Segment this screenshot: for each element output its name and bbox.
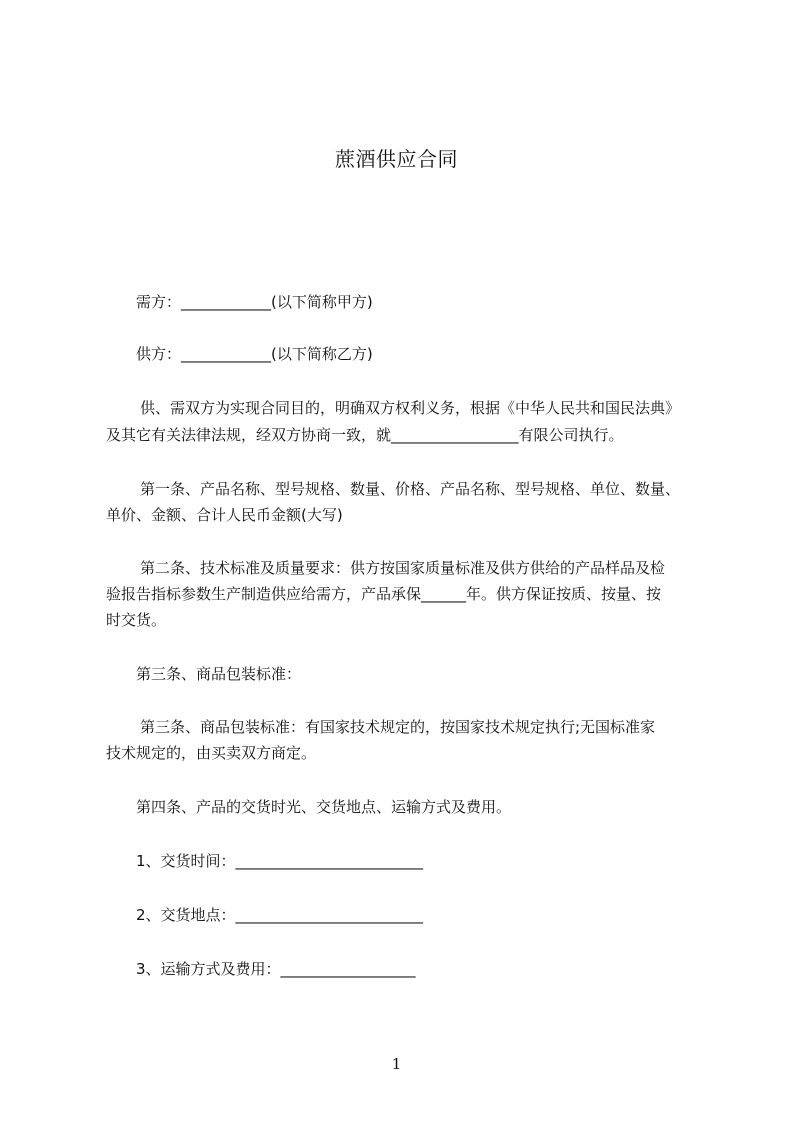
article-4-heading: 第四条、产品的交货时光、交货地点、运输方式及费用。	[136, 798, 512, 816]
transport-line: 3、运输方式及费用：__________________	[136, 960, 416, 978]
buyer-line: 需方：____________(以下简称甲方)	[136, 293, 373, 311]
seller-line: 供方：____________(以下简称乙方)	[136, 345, 373, 363]
preamble-line-1: 供、需双方为实现合同目的，明确双方权利义务，根据《中华人民共和国民法典》	[140, 399, 681, 417]
article-3-heading: 第三条、商品包装标准：	[136, 665, 302, 683]
article-3-line-1: 第三条、商品包装标准：有国家技术规定的，按国家技术规定执行;无国标准家	[140, 718, 656, 736]
document-title: 蔗酒供应合同	[335, 147, 458, 171]
article-1-line-2: 单价、金额、合计人民币金额(大写)	[106, 506, 343, 524]
article-2-line-1: 第二条、技术标准及质量要求：供方按国家质量标准及供方供给的产品样品及检	[140, 559, 666, 577]
article-2-line-3: 时交货。	[106, 611, 167, 629]
page-number: 1	[391, 1055, 402, 1073]
delivery-place-line: 2、交货地点：_________________________	[136, 906, 424, 924]
article-2-line-2: 验报告指标参数生产制造供应给需方，产品承保______年。供方保证按质、按量、按	[106, 585, 662, 603]
delivery-time-line: 1、交货时间：_________________________	[136, 852, 424, 870]
article-1-line-1: 第一条、产品名称、型号规格、数量、价格、产品名称、型号规格、单位、数量、	[140, 480, 681, 498]
preamble-line-2: 及其它有关法律法规，经双方协商一致，就_________________有限公司执行。	[106, 426, 624, 444]
article-3-line-2: 技术规定的，由买卖双方商定。	[106, 744, 317, 762]
